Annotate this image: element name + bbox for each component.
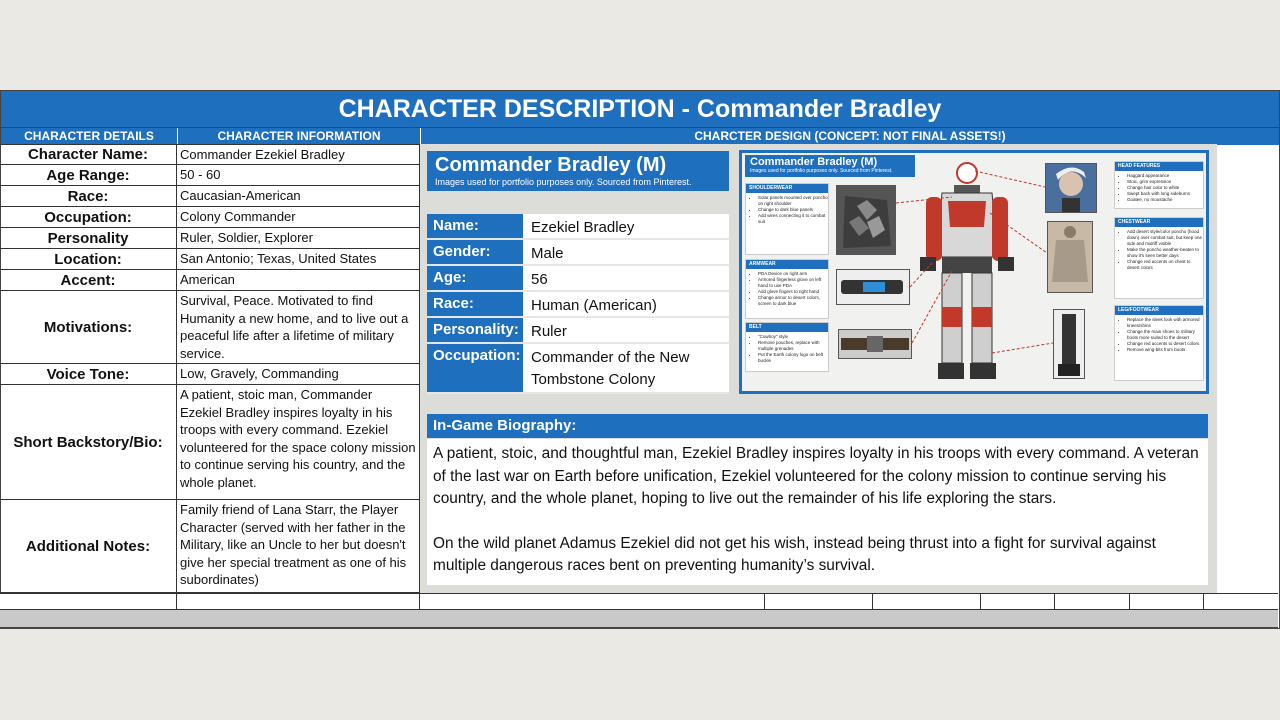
- stat-key: Age:: [427, 266, 523, 290]
- row-value[interactable]: Family friend of Lana Starr, the Player Character (served with her father in the Military, like an Uncle to her but doesn't give her special treatment as one of his subordinates): [177, 500, 420, 592]
- concept-bullet: • Change the main shoes to military boots more suited to the desert: [1127, 329, 1203, 341]
- concept-section-title: ARMWEAR: [746, 260, 828, 269]
- concept-bullet: • Change to dark blue panels: [758, 207, 828, 213]
- header-character-design: CHARCTER DESIGN (CONCEPT: NOT FINAL ASSETS!): [421, 128, 1279, 145]
- stat-value: Ruler: [531, 323, 567, 340]
- stat-key: Name:: [427, 214, 523, 238]
- row-value[interactable]: Commander Ezekiel Bradley: [177, 145, 420, 164]
- concept-bullet: • Goatee, no moustache: [1127, 197, 1203, 203]
- concept-bullet: • "Cowboy" style: [758, 334, 828, 340]
- concept-bullet: • Add glove fingers to right hand: [758, 289, 828, 295]
- table-row: [0, 165, 420, 186]
- stat-row: [427, 344, 729, 394]
- empty-cell[interactable]: [1130, 594, 1204, 610]
- empty-row: [0, 593, 1278, 610]
- row-value[interactable]: A patient, stoic man, Commander Ezekiel Bradley inspires loyalty in his troops with every command. Ezekiel volunteered for the space colony mission to continue serving his country, and the whole planet.: [177, 385, 420, 499]
- stat-value: Ezekiel Bradley: [531, 219, 635, 236]
- concept-bullet: • Remove pouches, replace with multiple grenades: [758, 340, 828, 352]
- table-row: [0, 500, 420, 593]
- sheet-title: CHARACTER DESCRIPTION - Commander Bradley: [1, 91, 1279, 128]
- row-label: Voice Tone:: [0, 364, 177, 384]
- empty-cell[interactable]: [1055, 594, 1130, 610]
- concept-bullet: • Stoic, grim expression: [1127, 179, 1203, 185]
- empty-cell[interactable]: [765, 594, 873, 610]
- biography-heading: In-Game Biography:: [427, 414, 1208, 438]
- empty-cell[interactable]: [0, 594, 177, 610]
- concept-bullet: • Haggard appearance: [1127, 173, 1203, 179]
- empty-cell[interactable]: [420, 594, 765, 610]
- row-label: Character Name:: [0, 145, 177, 164]
- concept-bullet: • PDA Device on right arm: [758, 271, 828, 277]
- header-character-information: CHARACTER INFORMATION: [178, 128, 421, 145]
- connector-lines: [742, 153, 1206, 391]
- stat-row: [427, 266, 729, 292]
- row-label: Additional Notes:: [0, 500, 177, 592]
- row-label: Location:: [0, 249, 177, 269]
- concept-bullet: • Swept back with long sideburns: [1127, 191, 1203, 197]
- concept-bullet: • Solar panels mounted over poncho on right shoulder: [758, 195, 828, 207]
- row-label: Personality: [0, 228, 177, 248]
- row-label: Occupation:: [0, 207, 177, 227]
- concept-bullet: • Add desert style/color poncho (hood down) over combat suit, but keep one side and midriff visible: [1127, 229, 1203, 247]
- concept-section-title: SHOULDERWEAR: [746, 184, 828, 193]
- row-value[interactable]: Survival, Peace. Motivated to find Humanity a new home, and to live out a peaceful life after a lifetime of military service.: [177, 291, 420, 363]
- concept-section-title: BELT: [746, 323, 828, 332]
- row-label: Motivations:: [0, 291, 177, 363]
- concept-bullet: • Add wires connecting it to combat suit: [758, 213, 828, 225]
- row-value[interactable]: Low, Gravely, Commanding: [177, 364, 420, 384]
- row-value[interactable]: 50 - 60: [177, 165, 420, 185]
- header-character-details: CHARACTER DETAILS: [1, 128, 178, 145]
- concept-bullet: • Change hair color to white: [1127, 185, 1203, 191]
- stat-value: Human (American): [531, 297, 657, 314]
- table-row: [0, 270, 420, 291]
- row-value[interactable]: Caucasian-American: [177, 186, 420, 206]
- concept-note: Images used for portfolio purposes only. Sourced from Pinterest.: [750, 168, 893, 174]
- row-label: Accent:: [0, 270, 177, 290]
- row-label: Race:: [0, 186, 177, 206]
- stat-row: [427, 240, 729, 266]
- concept-title-text: Commander Bradley (M): [750, 156, 878, 168]
- concept-bullet: • Remove wing-bits from boots: [1127, 347, 1203, 353]
- biography-paragraph: A patient, stoic, and thoughtful man, Ezekiel Bradley inspires loyalty in his troops with every command. A veteran of the last war on Earth before unification, Ezekiel volunteered for the colony mission to continue serving his country, and the whole planet, hoping to live out the remainder of his life exploring the stars.: [433, 445, 1199, 508]
- concept-section-title: HEAD FEATURES: [1115, 162, 1203, 171]
- concept-bullet: • Change red accents to desert colors: [1127, 341, 1203, 347]
- empty-cell[interactable]: [177, 594, 420, 610]
- concept-bullet: • Make the poncho weather-beaten to show it's seen better days: [1127, 247, 1203, 259]
- stat-value: 56: [531, 271, 548, 288]
- row-label: Age Range:: [0, 165, 177, 185]
- row-value[interactable]: Colony Commander: [177, 207, 420, 227]
- stat-row: [427, 292, 729, 318]
- stat-key: Gender:: [427, 240, 523, 264]
- concept-bullet: • Put the Earth colony logo on belt buckle: [758, 352, 828, 364]
- footer-bar: [0, 610, 1278, 628]
- stat-row: [427, 318, 729, 344]
- row-value[interactable]: Ruler, Soldier, Explorer: [177, 228, 420, 248]
- biography-paragraph: On the wild planet Adamus Ezekiel did not get his wish, instead being thrust into a fight for survival against multiple dangerous races bent on preventing humanity’s survival.: [433, 534, 1156, 575]
- concept-section-title: LEG/FOOTWEAR: [1115, 306, 1203, 315]
- concept-art-sheet: [739, 150, 1209, 394]
- character-card-header: [427, 151, 729, 191]
- table-row: [0, 228, 420, 249]
- concept-section-title: CHESTWEAR: [1115, 218, 1203, 227]
- table-row: [0, 385, 420, 500]
- table-row: [0, 144, 420, 165]
- card-name: Commander Bradley (M): [435, 154, 667, 176]
- row-value[interactable]: San Antonio; Texas, United States: [177, 249, 420, 269]
- concept-bullet: • Change armor to desert colors, screen to dark blue: [758, 295, 828, 307]
- table-row: [0, 291, 420, 364]
- concept-bullet: • Replace the sleek look with armored knees/shins: [1127, 317, 1203, 329]
- row-value[interactable]: American: [177, 270, 420, 290]
- empty-cell[interactable]: [873, 594, 981, 610]
- empty-cell[interactable]: [981, 594, 1055, 610]
- table-row: [0, 207, 420, 228]
- biography-body: [427, 439, 1208, 585]
- table-row: [0, 249, 420, 270]
- table-row: [0, 364, 420, 385]
- concept-bullet: • Change red accents on chest to desert colors: [1127, 259, 1203, 271]
- row-label: Short Backstory/Bio:: [0, 385, 177, 499]
- stat-key: Occupation:: [427, 344, 523, 392]
- card-note: Images used for portfolio purposes only. Sourced from Pinterest.: [435, 177, 692, 187]
- stat-value: Male: [531, 245, 564, 262]
- concept-bullet: • Armored fingerless glove on left hand to use PDA: [758, 277, 828, 289]
- stat-row: [427, 214, 729, 240]
- table-row: [0, 186, 420, 207]
- stat-key: Race:: [427, 292, 523, 316]
- stat-key: Personality:: [427, 318, 523, 342]
- stat-value: Commander of the New Tombstone Colony: [531, 349, 690, 388]
